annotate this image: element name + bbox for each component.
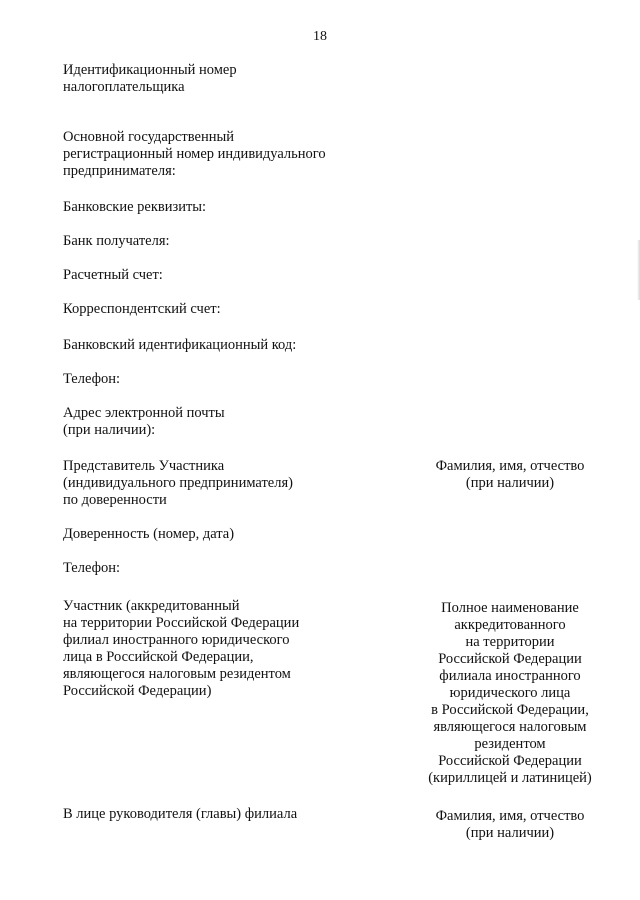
- representative-name-note: Фамилия, имя, отчество (при наличии): [435, 458, 585, 491]
- ogrnip-label: Основной государственный регистрационный номер индивидуального предпринимателя:: [63, 129, 326, 179]
- head-of-branch-label: В лице руководителя (главы) филиала: [63, 806, 298, 822]
- page-number: 18: [313, 29, 327, 44]
- participant-branch-label: Участник (аккредитованный на территории Российской Федерации филиал иностранного юридического лица в Российской Федерации, являющегося налоговым резидентом Российской Федерации): [63, 598, 300, 699]
- power-of-attorney-label: Доверенность (номер, дата): [63, 526, 235, 542]
- corr-account-label: Корреспондентский счет:: [63, 301, 221, 317]
- bank-details-label: Банковские реквизиты:: [63, 199, 207, 215]
- phone-2-label: Телефон:: [63, 560, 121, 576]
- head-name-note: Фамилия, имя, отчество (при наличии): [435, 808, 585, 841]
- phone-label: Телефон:: [63, 371, 121, 387]
- representative-label: Представитель Участника (индивидуального предпринимателя) по доверенности: [63, 458, 293, 508]
- email-label: Адрес электронной почты (при наличии):: [63, 405, 225, 438]
- settlement-account-label: Расчетный счет:: [63, 267, 163, 283]
- bank-label: Банк получателя:: [63, 233, 170, 249]
- branch-full-name-note: Полное наименование аккредитованного на территории Российской Федерации филиала иностранного юридического лица в Российской Федерации, являющегося налоговым резидентом Российской Федерации (кириллицей и латиницей): [428, 600, 592, 786]
- inn-label: Идентификационный номер налогоплательщика: [63, 62, 237, 95]
- bik-label: Банковский идентификационный код:: [63, 337, 297, 353]
